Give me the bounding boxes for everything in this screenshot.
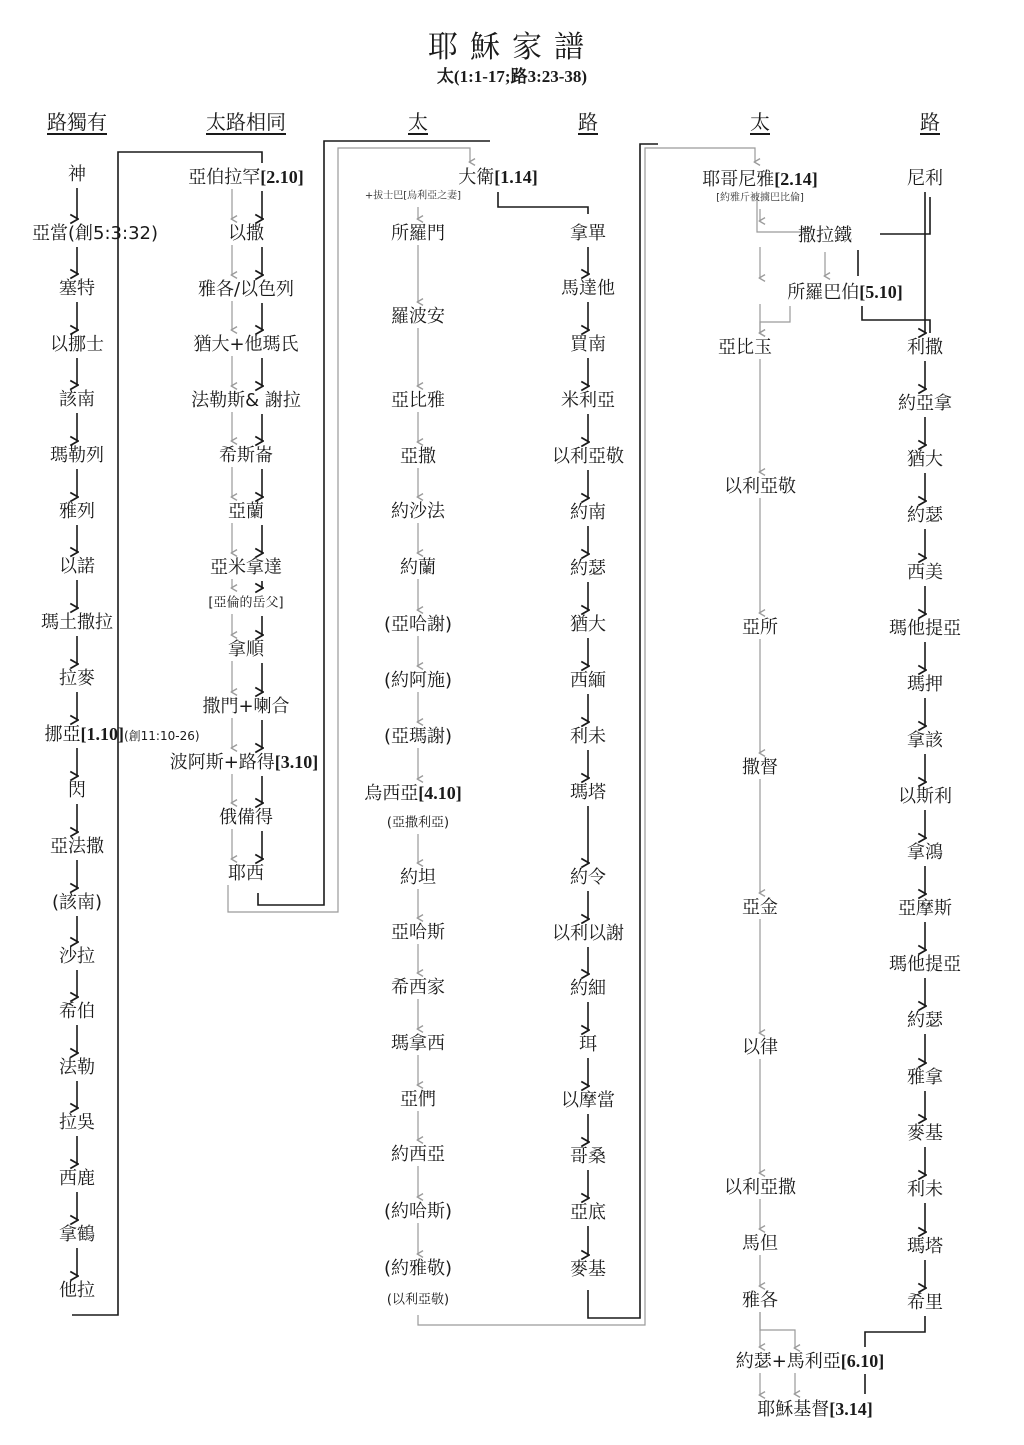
col4-name-10: 瑪塔 — [570, 782, 606, 803]
col4-name-7: 猶大 — [570, 614, 606, 635]
col1-name-9: 拉麥 — [59, 668, 95, 689]
col5-name-10: 以利亞撒 — [724, 1177, 796, 1198]
page-subtitle: 太(1:1-17;路3:23-38) — [436, 67, 588, 86]
header-luke-only: 路獨有 — [47, 110, 107, 134]
col6-name-3: 猶大 — [907, 449, 943, 470]
col4-name-14: 珥 — [579, 1034, 597, 1055]
col4-name-3: 米利亞 — [561, 390, 615, 411]
col3-name-13: 約坦 — [400, 867, 436, 888]
col2-name-5: 希斯崙 — [219, 445, 273, 466]
col6-name-5: 西美 — [907, 562, 943, 583]
col1-name-4: 該南 — [59, 389, 95, 410]
col2-name-1: 以撒 — [228, 223, 264, 244]
col4-name-16: 哥桑 — [570, 1146, 606, 1167]
col2-name-9: 拿順 — [228, 639, 264, 660]
col6-name-15: 麥基 — [907, 1123, 943, 1144]
col3-name-19: (約哈斯) — [383, 1201, 453, 1222]
col1-name-14: 沙拉 — [59, 946, 95, 967]
col2-name-0: 亞伯拉罕[2.10] — [188, 167, 304, 188]
col5-name-1: [約雅斤被擄巴比倫] — [716, 192, 804, 204]
col3-name-2: 所羅門 — [391, 223, 445, 244]
col6-name-11: 亞摩斯 — [898, 898, 952, 919]
col4-name-13: 約細 — [570, 978, 606, 999]
col1-name-17: 拉吳 — [59, 1112, 95, 1133]
col1-name-11: 閃 — [68, 780, 86, 801]
col3-name-11: 烏西亞[4.10] — [364, 783, 462, 804]
col3-name-20: (約雅敬) — [383, 1258, 453, 1279]
col2-name-7: 亞米拿達 — [210, 557, 282, 578]
col1-name-7: 以諾 — [59, 556, 95, 577]
col5-name-8: 亞金 — [742, 897, 778, 918]
col3-name-3: 羅波安 — [391, 306, 445, 327]
col6-name-14: 雅拿 — [907, 1067, 943, 1088]
col3-name-6: 約沙法 — [391, 501, 445, 522]
col1-name-13: (該南) — [51, 892, 103, 913]
col3-name-17: 亞們 — [400, 1089, 436, 1110]
col3-name-7: 約蘭 — [400, 557, 436, 578]
col6-name-4: 約瑟 — [907, 505, 943, 526]
col6-name-8: 拿該 — [907, 730, 943, 751]
header-same: 太路相同 — [206, 110, 286, 134]
col4-name-0: 拿單 — [570, 223, 606, 244]
col6-name-9: 以斯利 — [898, 786, 952, 807]
col4-name-4: 以利亞敬 — [552, 446, 624, 467]
col2-name-12: 俄備得 — [219, 807, 273, 828]
col1-name-1: 亞當(創5:3:32) — [32, 223, 158, 244]
col5-name-3: 所羅巴伯[5.10] — [787, 282, 903, 303]
col5-name-2: 撒拉鐵 — [798, 225, 852, 246]
col1-name-2: 塞特 — [59, 278, 95, 299]
col3-name-12: (亞撒利亞) — [386, 815, 450, 831]
link-shealtiel-to-neri — [880, 197, 930, 234]
col3-name-5: 亞撒 — [400, 446, 436, 467]
col5-name-5: 以利亞敬 — [724, 476, 796, 497]
col5-name-7: 撒督 — [742, 757, 778, 778]
col6-name-18: 希里 — [907, 1292, 943, 1313]
col1-name-3: 以挪士 — [50, 334, 104, 355]
col2-name-2: 雅各/以色列 — [197, 279, 295, 300]
col2-name-3: 猶大+他瑪氏 — [193, 334, 299, 355]
col5-name-4: 亞比玉 — [718, 337, 772, 358]
col3-name-18: 約西亞 — [391, 1144, 445, 1165]
col3-name-1: +拔士巴[烏利亞之妻] — [364, 190, 462, 202]
col4-name-5: 約南 — [570, 502, 606, 523]
col1-name-18: 西鹿 — [59, 1168, 95, 1189]
col2-name-10: 撒門+喇合 — [202, 696, 290, 717]
col4-name-12: 以利以謝 — [552, 923, 624, 944]
col1-name-10: 挪亞[1.10](創11:10-26) — [44, 724, 200, 745]
col1-name-0: 神 — [68, 164, 86, 185]
col6-name-0: 尼利 — [907, 168, 943, 189]
col3-name-15: 希西家 — [391, 977, 445, 998]
col5-name-11: 馬但 — [742, 1233, 778, 1254]
col5-name-12: 雅各 — [742, 1290, 778, 1311]
col2-name-4: 法勒斯& 謝拉 — [191, 390, 301, 411]
link-heli-to-joseph — [865, 1316, 925, 1347]
col1-name-20: 他拉 — [59, 1280, 95, 1301]
col6-name-6: 瑪他提亞 — [889, 618, 961, 639]
col3-name-10: (亞瑪謝) — [383, 726, 453, 747]
col4-name-18: 麥基 — [570, 1259, 606, 1280]
col4-name-15: 以摩當 — [561, 1090, 615, 1111]
col4-name-6: 約瑟 — [570, 558, 606, 579]
col6-name-1: 利撒 — [907, 337, 943, 358]
col3-name-9: (約阿施) — [383, 670, 453, 691]
col1-name-8: 瑪土撒拉 — [41, 612, 113, 633]
col2-name-13: 耶西 — [228, 863, 264, 884]
col3-name-4: 亞比雅 — [391, 390, 445, 411]
col3-name-21: (以利亞敬) — [386, 1292, 450, 1308]
col1-name-15: 希伯 — [59, 1001, 95, 1022]
col1-name-16: 法勒 — [59, 1057, 95, 1078]
header-luke-1: 路 — [578, 110, 598, 134]
col5-name-0: 耶哥尼雅[2.14] — [702, 169, 818, 190]
link-zerubbabel-to-abiud — [760, 306, 790, 333]
col6-name-12: 瑪他提亞 — [889, 954, 961, 975]
col4-name-17: 亞底 — [570, 1202, 606, 1223]
col3-name-14: 亞哈斯 — [391, 922, 445, 943]
col3-name-16: 瑪拿西 — [391, 1033, 445, 1054]
col2-name-11: 波阿斯+路得[3.10] — [169, 752, 319, 773]
col1-name-19: 拿鶴 — [59, 1224, 95, 1245]
col3-name-0: 大衛[1.14] — [458, 167, 538, 188]
link-jacob-to-joseph — [760, 1312, 795, 1348]
col1-name-12: 亞法撒 — [50, 836, 104, 857]
col5-name-14: 耶穌基督[3.14] — [757, 1399, 873, 1420]
col2-name-8: [亞倫的岳父] — [208, 595, 284, 611]
col6-name-7: 瑪押 — [907, 674, 943, 695]
col4-name-1: 馬達他 — [561, 278, 615, 299]
col6-name-10: 拿鴻 — [907, 842, 943, 863]
col4-name-8: 西緬 — [570, 670, 606, 691]
col6-name-16: 利未 — [907, 1179, 943, 1200]
header-matt-2: 太 — [750, 110, 770, 134]
col4-name-9: 利未 — [570, 726, 606, 747]
col1-name-5: 瑪勒列 — [50, 445, 104, 466]
header-luke-2: 路 — [920, 110, 940, 134]
col5-name-9: 以律 — [742, 1037, 778, 1058]
col5-name-6: 亞所 — [742, 617, 778, 638]
link-nathan-to-david — [498, 192, 588, 214]
col4-name-2: 買南 — [570, 334, 606, 355]
col4-name-11: 約令 — [570, 867, 606, 888]
page-title: 耶穌家譜 — [428, 30, 596, 65]
header-matt-1: 太 — [408, 110, 428, 134]
col6-name-13: 約瑟 — [907, 1010, 943, 1031]
link-rhesa-to-zerubbabel — [862, 306, 930, 333]
col3-name-8: (亞哈謝) — [383, 614, 453, 635]
col5-name-13: 約瑟+馬利亞[6.10] — [735, 1351, 885, 1372]
col6-name-17: 瑪塔 — [907, 1236, 943, 1257]
col2-name-6: 亞蘭 — [228, 501, 264, 522]
col1-name-6: 雅列 — [59, 501, 95, 522]
col6-name-2: 約亞拿 — [898, 393, 952, 414]
